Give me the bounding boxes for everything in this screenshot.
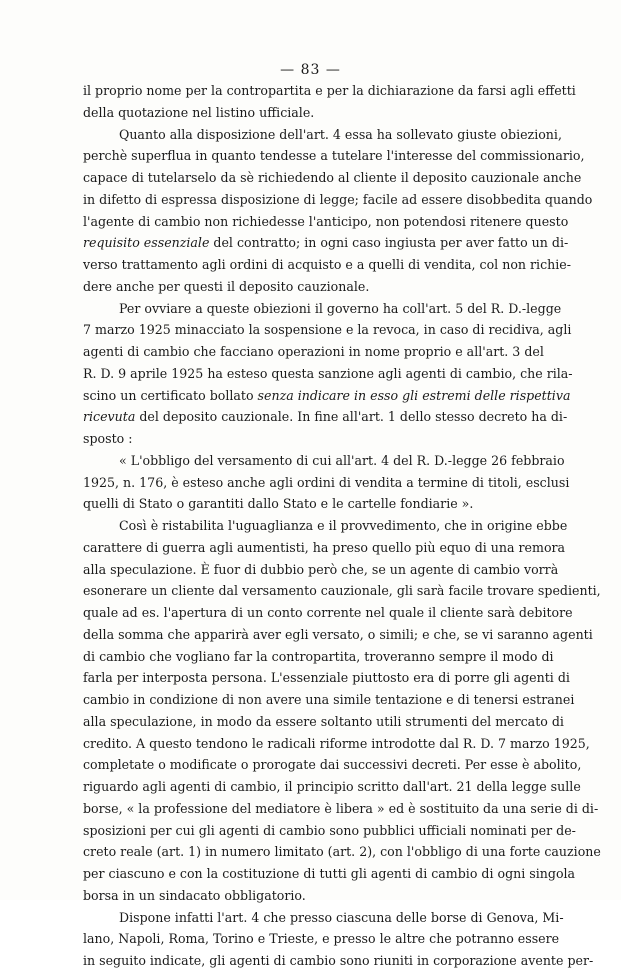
text-line: borse, « la professione del mediatore è libera » ed è sostituito da una serie di di- xyxy=(83,800,599,816)
text-line: quelli di Stato o garantiti dallo Stato e le cartelle fondiarie ». xyxy=(83,496,474,512)
text-line: l'agente di cambio non richiedesse l'anticipo, non potendosi ritenere questo xyxy=(83,213,569,229)
text-line: completate o modificate o prorogate dai successivi decreti. Per esse è abolito, xyxy=(83,757,582,773)
text-line: il proprio nome per la contropartita e per la dichiarazione da farsi agli effetti xyxy=(83,83,576,98)
text-line: di cambio che vogliano far la contropartita, troveranno sempre il modo di xyxy=(83,648,554,664)
text-line xyxy=(83,406,568,428)
text-line: della somma che apparirà aver egli versato, o simili; e che, se vi saranno agenti xyxy=(83,626,593,642)
body-text xyxy=(83,80,601,972)
text-line: quale ad es. l'apertura di un conto corrente nel quale il cliente sarà debitore xyxy=(83,605,573,620)
text-line: credito. A questo tendono le radicali riforme introdotte dal R. D. 7 marzo 1925, xyxy=(83,735,590,751)
text-line: sposto : xyxy=(83,431,133,446)
text-line: sposizioni per cui gli agenti di cambio sono pubblici ufficiali nominati per de- xyxy=(83,822,576,838)
text-line: lano, Napoli, Roma, Torino e Trieste, e presso le altre che potranno essere xyxy=(83,931,560,947)
text-line: creto reale (art. 1) in numero limitato (art. 2), con l'obbligo di una forte cauzione xyxy=(83,844,601,860)
text-line: esonerare un cliente dal versamento cauzionale, gli sarà facile trovare spedienti, xyxy=(83,583,601,599)
italic-phrase: requisito essenziale xyxy=(83,235,210,251)
text-line: per ciascuno e con la costituzione di tutti gli agenti di cambio di ogni singola xyxy=(83,866,576,881)
italic-phrase: senza indicare in esso gli estremi delle rispettiva xyxy=(257,387,571,403)
text-line: capace di tutelarselo da sè richiedendo al cliente il deposito cauzionale anche xyxy=(83,170,582,185)
text-line: alla speculazione, in modo da essere soltanto utili strumenti del mercato di xyxy=(83,713,564,729)
text-line: in difetto di espressa disposizione di legge; facile ad essere disobbedita quando xyxy=(83,191,593,207)
text-line: alla speculazione. È fuor di dubbio però che, se un agente di cambio vorrà xyxy=(83,561,559,577)
text-line: cambio in condizione di non avere una simile tentazione e di tenersi estranei xyxy=(83,692,575,707)
text-line: farla per interposta persona. L'essenziale piuttosto era di porre gli agenti di xyxy=(83,670,570,686)
text-line xyxy=(83,232,569,254)
text-line: perchè superflua in quanto tendesse a tutelare l'interesse del commissionario, xyxy=(83,148,585,164)
italic-phrase: ricevuta xyxy=(83,409,136,425)
text-line: verso trattamento agli ordini di acquisto e a quelli di vendita, col non richie- xyxy=(83,257,571,272)
text-line: Quanto alla disposizione dell'art. 4 essa ha sollevato giuste obiezioni, xyxy=(119,126,562,142)
page-number: — 83 — xyxy=(280,62,341,78)
text-line: Così è ristabilita l'uguaglianza e il provvedimento, che in origine ebbe xyxy=(119,518,568,533)
text-line: Dispone infatti l'art. 4 che presso ciascuna delle borse di Genova, Mi- xyxy=(119,909,564,925)
text-line xyxy=(83,385,571,407)
text-span: del deposito cauzionale. In fine all'art. 1 dello stesso decreto ha di- xyxy=(135,409,568,425)
text-line: 7 marzo 1925 minacciato la sospensione e la revoca, in caso di recidiva, agli xyxy=(83,322,572,338)
text-line: R. D. 9 aprile 1925 ha esteso questa sanzione agli agenti di cambio, che rila- xyxy=(83,365,573,381)
text-line: riguardo agli agenti di cambio, il principio scritto dall'art. 21 della legge sulle xyxy=(83,779,581,794)
text-span: scino un certificato bollato xyxy=(83,387,258,403)
text-line: carattere di guerra agli aumentisti, ha preso quello più equo di una remora xyxy=(83,539,566,555)
text-line: 1925, n. 176, è esteso anche agli ordini di vendita a termine di titoli, esclusi xyxy=(83,474,570,490)
text-line: agenti di cambio che facciano operazioni in nome proprio e all'art. 3 del xyxy=(83,344,544,359)
text-line: dere anche per questi il deposito cauzionale. xyxy=(83,278,370,294)
text-line: in seguito indicate, gli agenti di cambio sono riuniti in corporazione avente per- xyxy=(83,953,594,968)
text-line: della quotazione nel listino ufficiale. xyxy=(83,104,315,120)
text-span: del contratto; in ogni caso ingiusta per aver fatto un di- xyxy=(209,235,569,251)
text-line: « L'obbligo del versamento di cui all'art. 4 del R. D.-legge 26 febbraio xyxy=(119,452,565,468)
text-line: Per ovviare a queste obiezioni il governo ha coll'art. 5 del R. D.-legge xyxy=(119,300,562,316)
text-line: borsa in un sindacato obbligatorio. xyxy=(83,887,306,903)
